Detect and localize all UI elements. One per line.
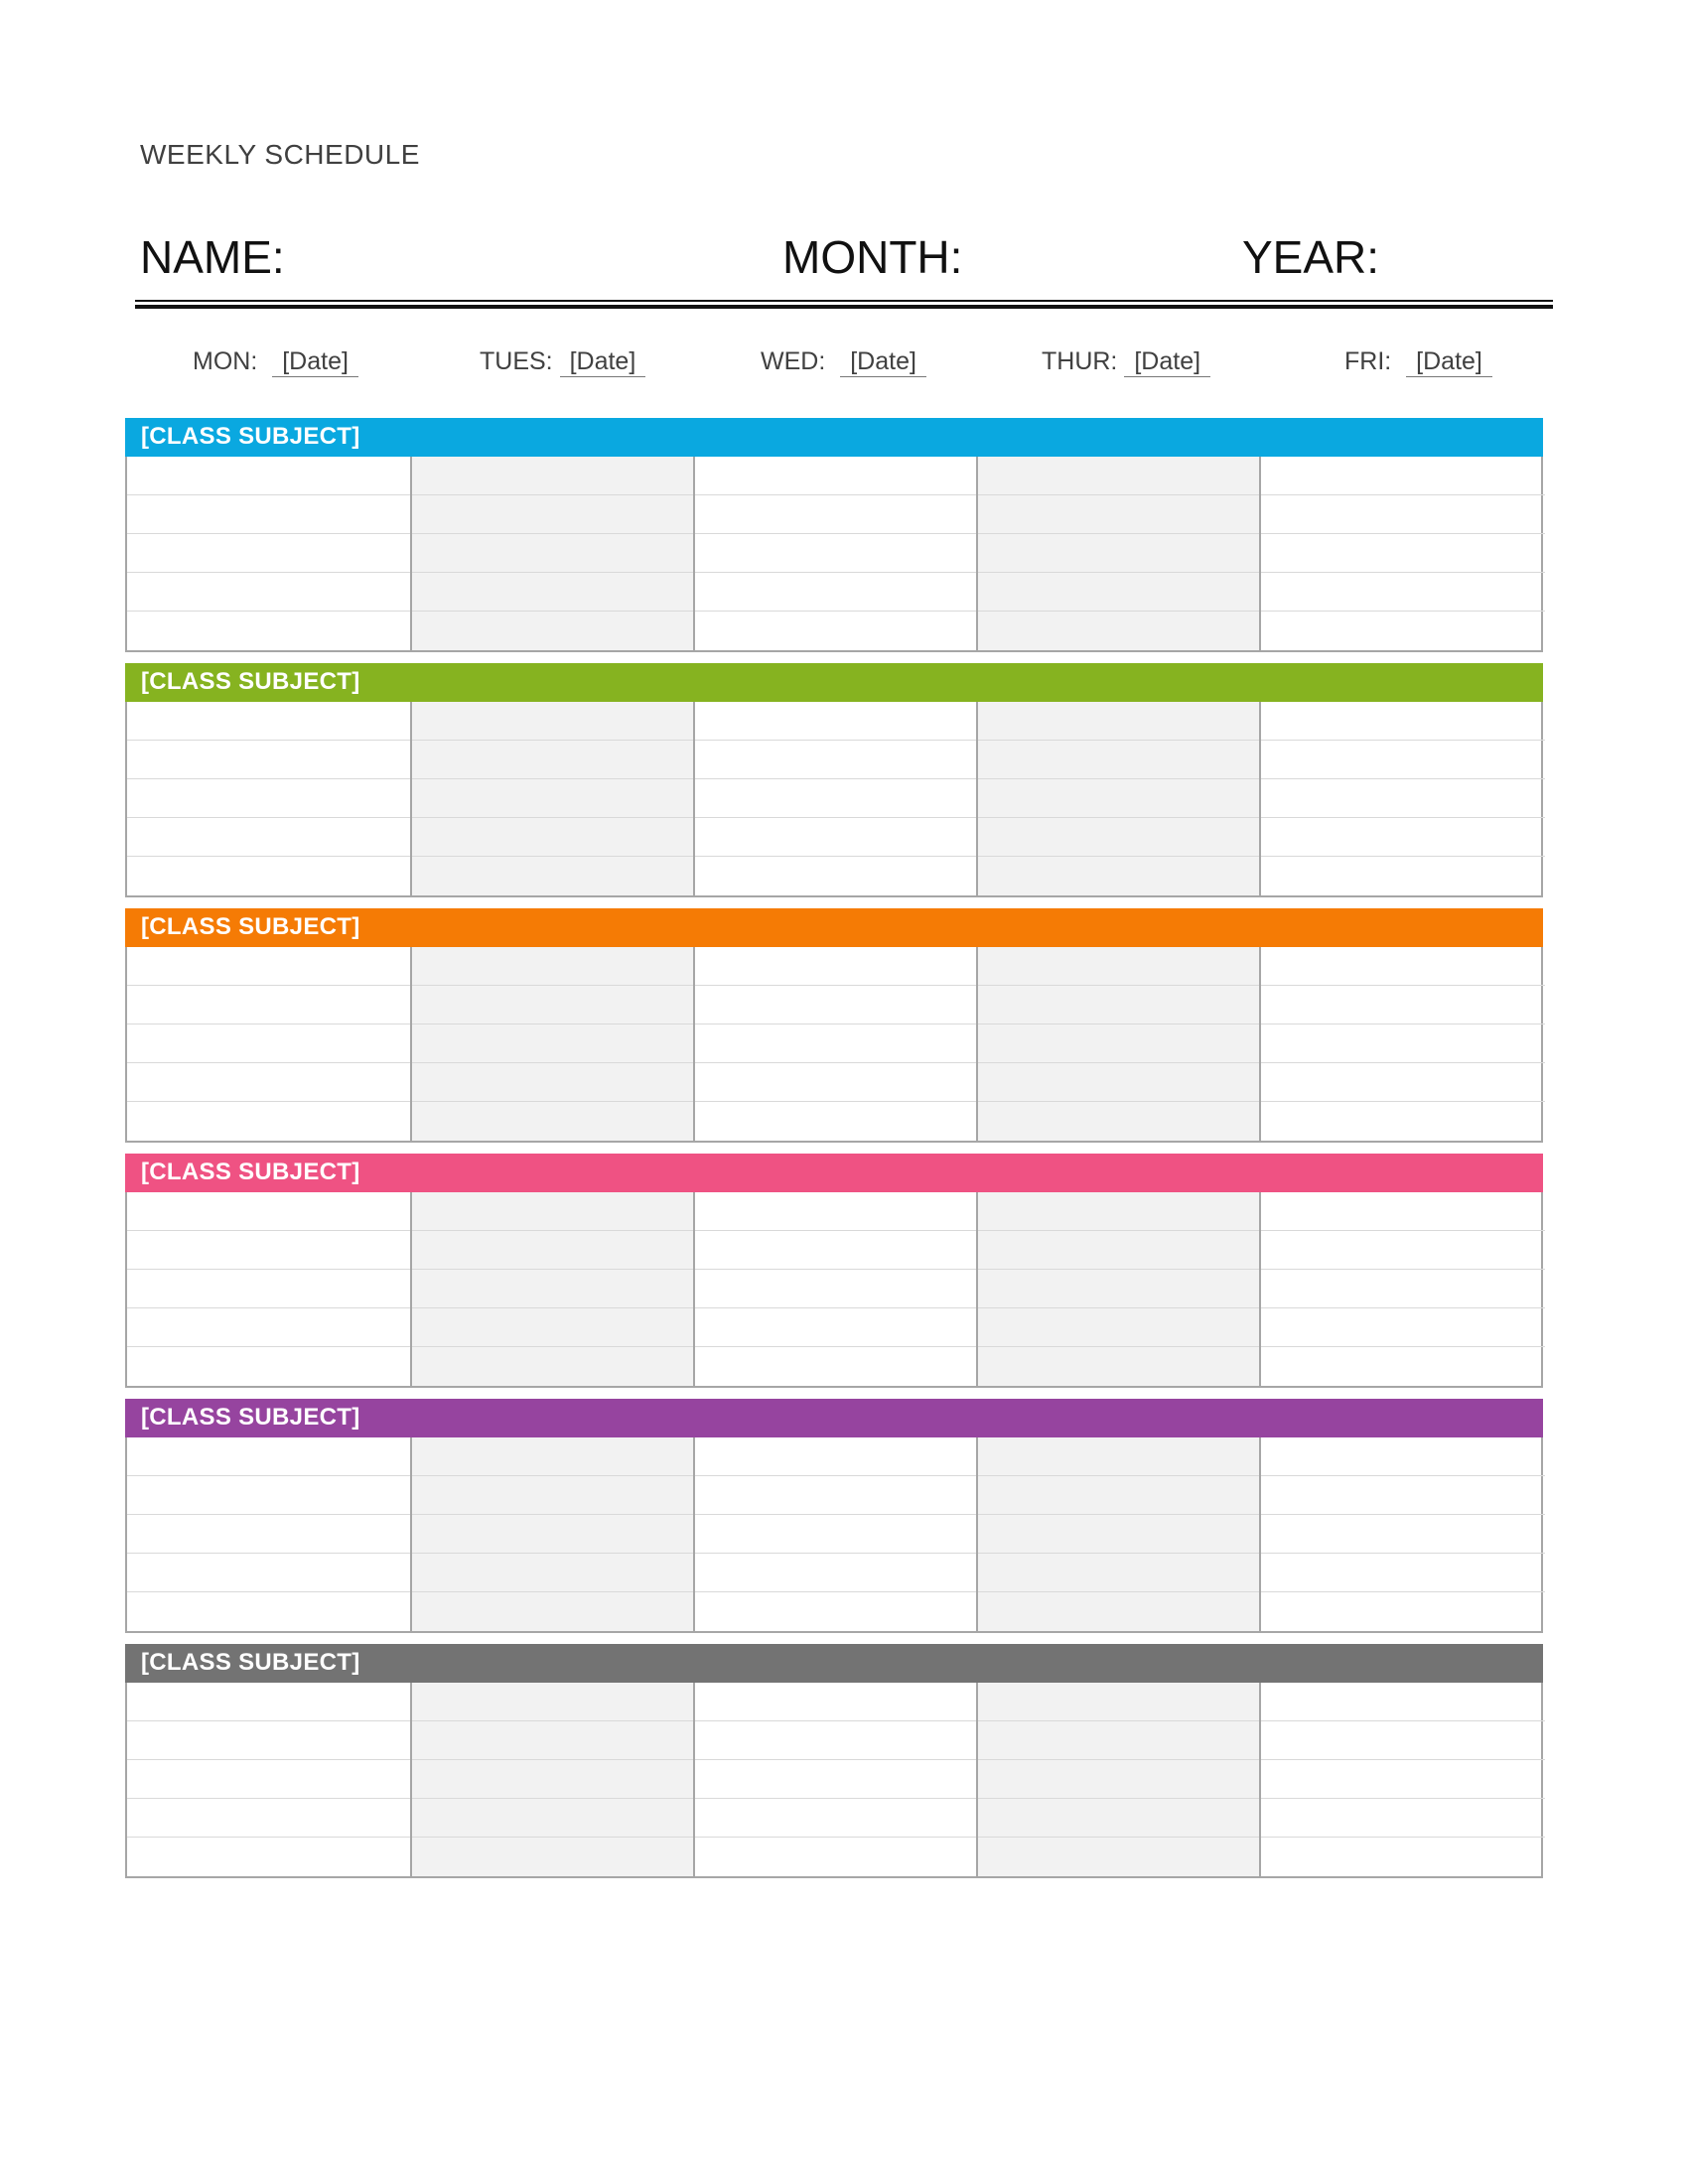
schedule-cell[interactable]	[1261, 1308, 1545, 1347]
schedule-cell[interactable]	[978, 1683, 1259, 1721]
schedule-cell[interactable]	[412, 986, 693, 1024]
schedule-cell[interactable]	[1261, 1437, 1545, 1476]
schedule-cell[interactable]	[127, 947, 410, 986]
schedule-cell[interactable]	[412, 1721, 693, 1760]
schedule-cell[interactable]	[412, 818, 693, 857]
day-column	[1261, 1192, 1545, 1386]
schedule-cell[interactable]	[978, 1554, 1259, 1592]
schedule-cell[interactable]	[695, 1192, 976, 1231]
schedule-cell[interactable]	[127, 1231, 410, 1270]
schedule-cell[interactable]	[127, 779, 410, 818]
day-tues	[480, 347, 645, 377]
schedule-cell[interactable]	[1261, 702, 1545, 741]
schedule-cell[interactable]	[695, 1476, 976, 1515]
schedule-cell[interactable]	[978, 1760, 1259, 1799]
schedule-cell[interactable]	[1261, 534, 1545, 573]
schedule-cell[interactable]	[978, 534, 1259, 573]
schedule-cell[interactable]	[127, 1554, 410, 1592]
schedule-cell[interactable]	[695, 457, 976, 495]
schedule-cell[interactable]	[412, 1270, 693, 1308]
day-column	[695, 702, 978, 895]
schedule-cell[interactable]	[978, 1308, 1259, 1347]
day-mon	[193, 347, 358, 377]
date-field[interactable]: [Date]	[840, 347, 926, 377]
subject-grid	[125, 457, 1543, 652]
schedule-cell[interactable]	[695, 1799, 976, 1838]
schedule-cell[interactable]	[695, 1554, 976, 1592]
day-column	[412, 457, 695, 650]
day-label: FRI:	[1344, 347, 1392, 375]
schedule-cell[interactable]	[978, 1799, 1259, 1838]
schedule-cell[interactable]	[127, 1308, 410, 1347]
subject-header[interactable]: [CLASS SUBJECT]	[125, 1644, 1543, 1683]
date-field[interactable]: [Date]	[1124, 347, 1210, 377]
day-column	[127, 702, 412, 895]
schedule-cell[interactable]	[695, 818, 976, 857]
schedule-cell[interactable]	[412, 612, 693, 650]
day-label: TUES:	[480, 347, 553, 375]
schedule-cell[interactable]	[1261, 573, 1545, 612]
header-fields	[135, 230, 1553, 310]
schedule-cell[interactable]	[412, 741, 693, 779]
schedule-cell[interactable]	[127, 1437, 410, 1476]
schedule-cell[interactable]	[978, 1270, 1259, 1308]
subject-block	[125, 908, 1543, 1143]
schedule-cell[interactable]	[412, 702, 693, 741]
schedule-cell[interactable]	[127, 1721, 410, 1760]
day-column	[1261, 457, 1545, 650]
schedule-cell[interactable]	[978, 1063, 1259, 1102]
schedule-cell[interactable]	[978, 1024, 1259, 1063]
schedule-cell[interactable]	[695, 779, 976, 818]
subject-header[interactable]: [CLASS SUBJECT]	[125, 663, 1543, 702]
schedule-cell[interactable]	[1261, 1102, 1545, 1141]
schedule-cell[interactable]	[978, 457, 1259, 495]
schedule-cell[interactable]	[127, 1024, 410, 1063]
schedule-cell[interactable]	[1261, 1270, 1545, 1308]
date-field[interactable]: [Date]	[272, 347, 358, 377]
schedule-cell[interactable]	[978, 495, 1259, 534]
schedule-cell[interactable]	[127, 741, 410, 779]
schedule-cell[interactable]	[127, 702, 410, 741]
schedule-cell[interactable]	[978, 612, 1259, 650]
schedule-cell[interactable]	[127, 1760, 410, 1799]
schedule-cell[interactable]	[127, 986, 410, 1024]
schedule-cell[interactable]	[695, 986, 976, 1024]
schedule-cell[interactable]	[978, 986, 1259, 1024]
schedule-cell[interactable]	[978, 1476, 1259, 1515]
day-column	[978, 947, 1261, 1141]
schedule-cell[interactable]	[412, 1102, 693, 1141]
schedule-cell[interactable]	[412, 1192, 693, 1231]
schedule-cell[interactable]	[412, 1437, 693, 1476]
day-column	[695, 947, 978, 1141]
day-column	[978, 1192, 1261, 1386]
schedule-cell[interactable]	[127, 495, 410, 534]
day-column	[1261, 702, 1545, 895]
day-column	[412, 947, 695, 1141]
schedule-cell[interactable]	[1261, 1760, 1545, 1799]
day-column	[978, 457, 1261, 650]
schedule-cell[interactable]	[1261, 1721, 1545, 1760]
schedule-cell[interactable]	[1261, 818, 1545, 857]
schedule-cell[interactable]	[127, 1476, 410, 1515]
schedule-cell[interactable]	[412, 779, 693, 818]
schedule-cell[interactable]	[695, 1308, 976, 1347]
subject-header[interactable]: [CLASS SUBJECT]	[125, 908, 1543, 947]
schedule-cell[interactable]	[1261, 1683, 1545, 1721]
schedule-cell[interactable]	[695, 1347, 976, 1386]
schedule-cell[interactable]	[412, 573, 693, 612]
day-label: MON:	[193, 347, 258, 375]
year-field-label[interactable]: YEAR:	[1242, 231, 1380, 283]
schedule-cell[interactable]	[1261, 1838, 1545, 1876]
schedule-cell[interactable]	[695, 857, 976, 895]
day-column	[127, 457, 412, 650]
day-header-row	[125, 347, 1543, 387]
schedule-cell[interactable]	[695, 573, 976, 612]
schedule-cell[interactable]	[412, 534, 693, 573]
schedule-cell[interactable]	[412, 1683, 693, 1721]
schedule-cell[interactable]	[412, 1760, 693, 1799]
schedule-cell[interactable]	[978, 1437, 1259, 1476]
schedule-cell[interactable]	[1261, 857, 1545, 895]
date-field[interactable]: [Date]	[560, 347, 646, 377]
schedule-cell[interactable]	[1261, 457, 1545, 495]
day-column	[695, 1192, 978, 1386]
schedule-cell[interactable]	[1261, 1024, 1545, 1063]
schedule-cell[interactable]	[978, 947, 1259, 986]
schedule-cell[interactable]	[978, 1721, 1259, 1760]
schedule-cell[interactable]	[127, 1270, 410, 1308]
schedule-cell[interactable]	[127, 1192, 410, 1231]
schedule-cell[interactable]	[978, 1515, 1259, 1554]
schedule-cell[interactable]	[412, 1024, 693, 1063]
schedule-cell[interactable]	[978, 818, 1259, 857]
schedule-cell[interactable]	[1261, 612, 1545, 650]
schedule-cell[interactable]	[1261, 1347, 1545, 1386]
schedule-cell[interactable]	[978, 1231, 1259, 1270]
schedule-cell[interactable]	[127, 1799, 410, 1838]
schedule-cell[interactable]	[1261, 1592, 1545, 1631]
schedule-cell[interactable]	[412, 1476, 693, 1515]
schedule-cell[interactable]	[1261, 986, 1545, 1024]
day-column	[978, 1437, 1261, 1631]
schedule-cell[interactable]	[127, 1347, 410, 1386]
header-double-rule	[135, 300, 1553, 309]
day-column	[412, 1683, 695, 1876]
day-column	[978, 1683, 1261, 1876]
day-column	[412, 702, 695, 895]
schedule-cell[interactable]	[978, 779, 1259, 818]
date-field[interactable]: [Date]	[1406, 347, 1492, 377]
page-title: WEEKLY SCHEDULE	[140, 139, 420, 170]
day-column	[412, 1437, 695, 1631]
subject-header[interactable]: [CLASS SUBJECT]	[125, 1154, 1543, 1192]
subject-grid	[125, 702, 1543, 897]
schedule-cell[interactable]	[978, 857, 1259, 895]
schedule-cell[interactable]	[978, 741, 1259, 779]
schedule-cell[interactable]	[412, 495, 693, 534]
schedule-cell[interactable]	[695, 1270, 976, 1308]
schedule-cell[interactable]	[1261, 741, 1545, 779]
schedule-cell[interactable]	[978, 702, 1259, 741]
schedule-cell[interactable]	[1261, 1476, 1545, 1515]
schedule-cell[interactable]	[412, 1592, 693, 1631]
schedule-cell[interactable]	[412, 1063, 693, 1102]
day-column	[412, 1192, 695, 1386]
subject-grid	[125, 1683, 1543, 1878]
schedule-cell[interactable]	[1261, 1554, 1545, 1592]
schedule-cell[interactable]	[978, 1592, 1259, 1631]
day-column	[127, 947, 412, 1141]
subject-block	[125, 418, 1543, 652]
schedule-cell[interactable]	[1261, 947, 1545, 986]
schedule-cell[interactable]	[1261, 1231, 1545, 1270]
schedule-cell[interactable]	[127, 857, 410, 895]
subject-block	[125, 1644, 1543, 1878]
schedule-cell[interactable]	[412, 1308, 693, 1347]
day-fri	[1344, 347, 1492, 377]
schedule-cell[interactable]	[695, 1102, 976, 1141]
subject-block	[125, 1399, 1543, 1633]
subject-block	[125, 663, 1543, 897]
day-column	[1261, 947, 1545, 1141]
schedule-cell[interactable]	[695, 612, 976, 650]
day-column	[695, 457, 978, 650]
day-column	[127, 1683, 412, 1876]
schedule-cell[interactable]	[695, 1592, 976, 1631]
subject-block	[125, 1154, 1543, 1388]
schedule-cell[interactable]	[412, 1515, 693, 1554]
schedule-cell[interactable]	[978, 1347, 1259, 1386]
schedule-cell[interactable]	[695, 741, 976, 779]
schedule-cell[interactable]	[695, 1838, 976, 1876]
schedule-cell[interactable]	[695, 1721, 976, 1760]
subject-header[interactable]: [CLASS SUBJECT]	[125, 1399, 1543, 1437]
schedule-cell[interactable]	[1261, 779, 1545, 818]
schedule-cell[interactable]	[412, 1554, 693, 1592]
schedule-cell[interactable]	[127, 1515, 410, 1554]
schedule-cell[interactable]	[695, 1063, 976, 1102]
day-wed	[761, 347, 926, 377]
day-column	[127, 1192, 412, 1386]
schedule-cell[interactable]	[412, 1838, 693, 1876]
schedule-cell[interactable]	[1261, 1799, 1545, 1838]
schedule-cell[interactable]	[695, 495, 976, 534]
schedule-cell[interactable]	[695, 1231, 976, 1270]
schedule-cell[interactable]	[695, 1760, 976, 1799]
schedule-cell[interactable]	[412, 947, 693, 986]
schedule-cell[interactable]	[695, 1437, 976, 1476]
day-column	[695, 1683, 978, 1876]
schedule-cell[interactable]	[127, 1592, 410, 1631]
schedule-cell[interactable]	[695, 534, 976, 573]
schedule-cell[interactable]	[127, 1838, 410, 1876]
schedule-cell[interactable]	[412, 857, 693, 895]
day-column	[127, 1437, 412, 1631]
schedule-cell[interactable]	[978, 1102, 1259, 1141]
schedule-cell[interactable]	[127, 1683, 410, 1721]
schedule-cell[interactable]	[695, 947, 976, 986]
schedule-cell[interactable]	[127, 1063, 410, 1102]
schedule-cell[interactable]	[978, 1192, 1259, 1231]
schedule-cell[interactable]	[695, 1515, 976, 1554]
schedule-cell[interactable]	[412, 1799, 693, 1838]
schedule-cell[interactable]	[695, 1683, 976, 1721]
subject-grid	[125, 1437, 1543, 1633]
day-column	[695, 1437, 978, 1631]
schedule-cell[interactable]	[1261, 1192, 1545, 1231]
subject-header[interactable]: [CLASS SUBJECT]	[125, 418, 1543, 457]
schedule-cell[interactable]	[127, 457, 410, 495]
day-label: THUR:	[1042, 347, 1118, 375]
subject-grid	[125, 1192, 1543, 1388]
subject-grid	[125, 947, 1543, 1143]
schedule-cell[interactable]	[412, 1347, 693, 1386]
name-field-label[interactable]: NAME:	[140, 231, 285, 283]
schedule-cell[interactable]	[1261, 1515, 1545, 1554]
schedule-cell[interactable]	[127, 534, 410, 573]
day-column	[978, 702, 1261, 895]
schedule-cell[interactable]	[127, 818, 410, 857]
schedule-cell[interactable]	[1261, 1063, 1545, 1102]
schedule-cell[interactable]	[978, 1838, 1259, 1876]
schedule-cell[interactable]	[978, 573, 1259, 612]
schedule-cell[interactable]	[695, 702, 976, 741]
day-label: WED:	[761, 347, 826, 375]
day-column	[1261, 1683, 1545, 1876]
month-field-label[interactable]: MONTH:	[782, 231, 963, 283]
day-thur	[1042, 347, 1210, 377]
schedule-cell[interactable]	[127, 612, 410, 650]
schedule-cell[interactable]	[412, 1231, 693, 1270]
schedule-cell[interactable]	[695, 1024, 976, 1063]
schedule-cell[interactable]	[1261, 495, 1545, 534]
day-column	[1261, 1437, 1545, 1631]
schedule-cell[interactable]	[412, 457, 693, 495]
schedule-cell[interactable]	[127, 573, 410, 612]
schedule-cell[interactable]	[127, 1102, 410, 1141]
